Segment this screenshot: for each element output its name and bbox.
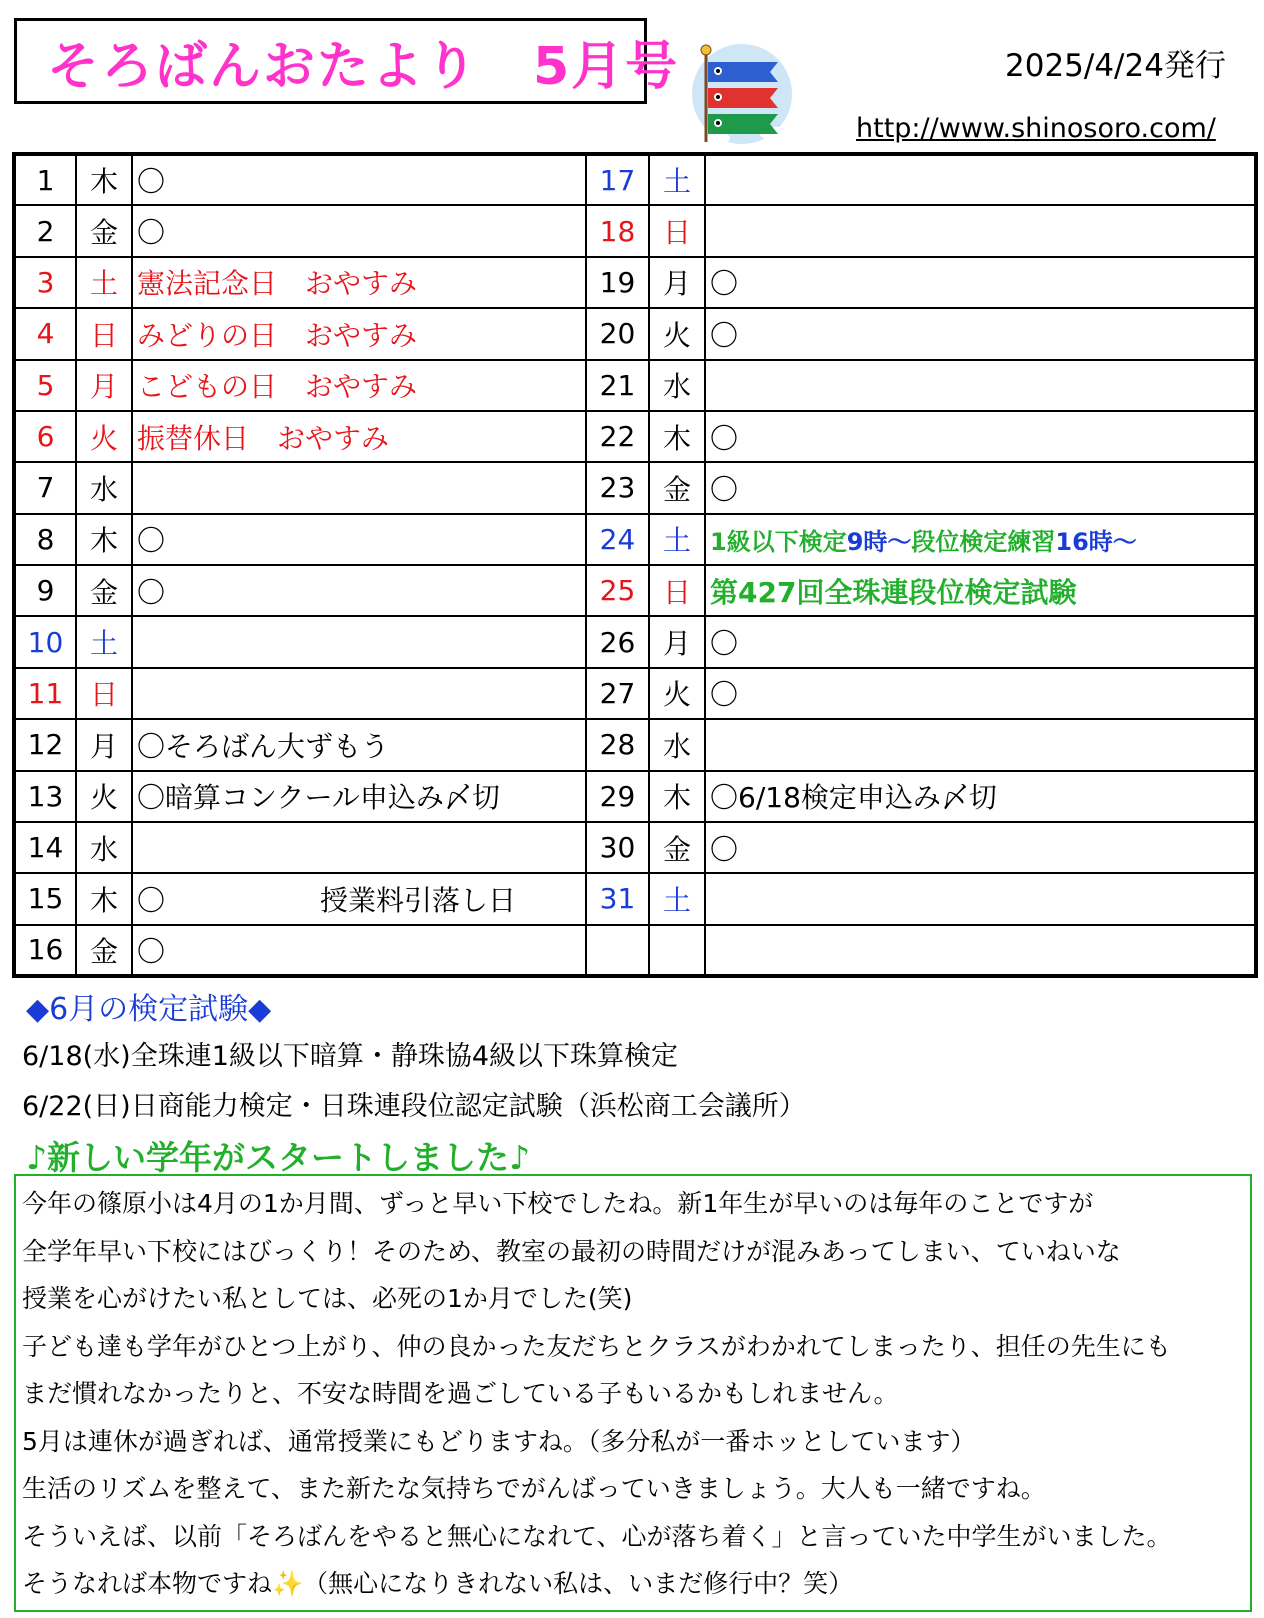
- day-number: 30: [586, 822, 649, 873]
- day-number: 31: [586, 873, 649, 924]
- day-of-week: 火: [649, 308, 705, 359]
- day-event: [132, 565, 586, 616]
- day-of-week: 土: [649, 154, 705, 205]
- message-line: そうなれば本物ですね✨（無心になりきれない私は、いまだ修行中？笑）: [22, 1569, 854, 1598]
- day-number: 21: [586, 360, 649, 411]
- day-event: [705, 154, 1256, 205]
- day-number: 15: [14, 873, 76, 924]
- day-event: [132, 360, 586, 411]
- day-event: [132, 514, 586, 565]
- website-link[interactable]: http://www.shinosoro.com/: [856, 113, 1216, 144]
- day-number: 7: [14, 462, 76, 513]
- day-of-week: [649, 925, 705, 976]
- day-number: 18: [586, 205, 649, 256]
- day-event: [705, 462, 1256, 513]
- day-number: 23: [586, 462, 649, 513]
- day-of-week: 火: [649, 668, 705, 719]
- event-text: 〇: [137, 216, 166, 250]
- day-of-week: 木: [649, 771, 705, 822]
- calendar-row: [14, 205, 1256, 256]
- day-event: [132, 668, 586, 719]
- day-number: 16: [14, 925, 76, 976]
- event-text: 〇: [137, 165, 166, 199]
- day-of-week: 金: [649, 822, 705, 873]
- event-note: 授業料引落し日: [319, 883, 516, 917]
- calendar-row: [14, 411, 1256, 462]
- day-of-week: 土: [649, 873, 705, 924]
- day-number: 14: [14, 822, 76, 873]
- event-text: 〇: [137, 524, 166, 558]
- event-text: 〇: [710, 627, 739, 661]
- issue-date: 2025/4/24発行: [1005, 48, 1226, 84]
- event-text: 16時～: [1055, 527, 1137, 556]
- day-event: [705, 616, 1256, 667]
- day-of-week: 火: [76, 411, 132, 462]
- day-event: [132, 205, 586, 256]
- day-event: [132, 462, 586, 513]
- calendar-row: [14, 154, 1256, 205]
- day-number: 19: [586, 257, 649, 308]
- calendar-row: [14, 462, 1256, 513]
- day-number: 22: [586, 411, 649, 462]
- day-number: 2: [14, 205, 76, 256]
- day-of-week: 木: [76, 873, 132, 924]
- event-text: こどもの日 おやすみ: [137, 370, 418, 404]
- day-event: [705, 257, 1256, 308]
- day-of-week: 火: [76, 771, 132, 822]
- event-text: 〇: [710, 832, 739, 866]
- event-text: 〇: [710, 678, 739, 712]
- calendar-row: [14, 360, 1256, 411]
- day-of-week: 木: [76, 514, 132, 565]
- day-event: [705, 205, 1256, 256]
- calendar-row: [14, 565, 1256, 616]
- day-of-week: 木: [649, 411, 705, 462]
- calendar-row: [14, 668, 1256, 719]
- day-of-week: 日: [76, 308, 132, 359]
- message-heading: ♪新しい学年がスタートしました♪: [26, 1138, 531, 1177]
- calendar-row: [14, 719, 1256, 770]
- day-number: 3: [14, 257, 76, 308]
- calendar-row: [14, 925, 1256, 976]
- calendar-row: [14, 308, 1256, 359]
- day-event: [132, 925, 586, 976]
- day-of-week: 金: [649, 462, 705, 513]
- day-of-week: 月: [649, 616, 705, 667]
- day-of-week: 金: [76, 925, 132, 976]
- message-line: 授業を心がけたい私としては、必死の1か月でした(笑): [22, 1284, 633, 1313]
- day-number: 8: [14, 514, 76, 565]
- day-number: 9: [14, 565, 76, 616]
- day-event: [705, 411, 1256, 462]
- day-number: 25: [586, 565, 649, 616]
- day-event: [132, 411, 586, 462]
- day-of-week: 金: [76, 205, 132, 256]
- day-event: [132, 719, 586, 770]
- title-box: [14, 18, 680, 104]
- day-event: [132, 616, 586, 667]
- day-of-week: 水: [76, 822, 132, 873]
- day-of-week: 水: [649, 719, 705, 770]
- day-event: [705, 668, 1256, 719]
- day-event: [705, 771, 1256, 822]
- day-of-week: 土: [649, 514, 705, 565]
- day-of-week: 日: [649, 565, 705, 616]
- day-event: [132, 154, 586, 205]
- day-number: 27: [586, 668, 649, 719]
- day-event: [705, 822, 1256, 873]
- event-text: 〇6/18検定申込み〆切: [710, 781, 997, 815]
- day-number: 1: [14, 154, 76, 205]
- day-number: 5: [14, 360, 76, 411]
- day-event: [705, 873, 1256, 924]
- message-line: そういえば、以前「そろばんをやると無心になれて、心が落ち着く」と言っていた中学生がいました。: [22, 1521, 1172, 1551]
- day-of-week: 日: [76, 668, 132, 719]
- day-of-week: 月: [649, 257, 705, 308]
- day-of-week: 月: [76, 360, 132, 411]
- message-line: まだ慣れなかったりと、不安な時間を過ごしている子もいるかもしれません。: [22, 1379, 899, 1408]
- day-event: [705, 925, 1256, 976]
- day-event: [705, 719, 1256, 770]
- day-number: 12: [14, 719, 76, 770]
- calendar-row: [14, 616, 1256, 667]
- day-of-week: 日: [649, 205, 705, 256]
- event-text: 〇そろばん大ずもう: [137, 729, 390, 763]
- message-line: 5月は連休が過ぎれば、通常授業にもどりますね。（多分私が一番ホッとしています）: [22, 1426, 976, 1456]
- event-text: 〇: [710, 267, 739, 301]
- day-event: [705, 308, 1256, 359]
- day-number: [586, 925, 649, 976]
- event-text: 〇: [137, 883, 166, 917]
- day-number: 17: [586, 154, 649, 205]
- calendar-row: [14, 257, 1256, 308]
- june-exam-line: 6/18(水)全珠連1級以下暗算・静珠協4級以下珠算検定: [22, 1041, 679, 1072]
- message-line: 子ども達も学年がひとつ上がり、仲の良かった友だちとクラスがわかれてしまったり、担任の先生にも: [22, 1331, 1171, 1361]
- day-number: 13: [14, 771, 76, 822]
- day-of-week: 月: [76, 719, 132, 770]
- day-number: 10: [14, 616, 76, 667]
- june-exams-heading: ◆6月の検定試験◆: [26, 992, 272, 1027]
- event-text: 第427回全珠連段位検定試験: [710, 575, 1077, 609]
- day-number: 20: [586, 308, 649, 359]
- event-text: 〇暗算コンクール申込み〆切: [137, 781, 500, 815]
- day-of-week: 金: [76, 565, 132, 616]
- calendar-row: [14, 822, 1256, 873]
- event-text: 〇: [710, 421, 739, 455]
- day-of-week: 木: [76, 154, 132, 205]
- day-number: 29: [586, 771, 649, 822]
- day-event: [132, 822, 586, 873]
- day-number: 11: [14, 668, 76, 719]
- day-event: [132, 873, 586, 924]
- day-of-week: 水: [649, 360, 705, 411]
- day-number: 28: [586, 719, 649, 770]
- day-event: [705, 360, 1256, 411]
- page-title: そろばんおたより 5月号: [47, 36, 680, 97]
- day-of-week: 土: [76, 257, 132, 308]
- event-text: 1級以下検定: [710, 527, 847, 556]
- event-text: みどりの日 おやすみ: [137, 318, 418, 352]
- event-text: 〇: [137, 934, 166, 968]
- event-text: 9時～: [846, 527, 912, 556]
- day-event: [705, 565, 1256, 616]
- day-number: 26: [586, 616, 649, 667]
- day-event: [132, 771, 586, 822]
- calendar-table: [12, 152, 1258, 978]
- event-text: 〇: [710, 472, 739, 506]
- message-box: [14, 1174, 1252, 1612]
- day-event: [705, 514, 1256, 565]
- day-of-week: 土: [76, 616, 132, 667]
- event-text: 〇: [137, 575, 166, 609]
- message-line: 生活のリズムを整えて、また新たな気持ちでがんばっていきましょう。大人も一緒ですね。: [22, 1474, 1046, 1503]
- calendar-row: [14, 771, 1256, 822]
- day-number: 24: [586, 514, 649, 565]
- day-event: [132, 257, 586, 308]
- event-text: 憲法記念日 おやすみ: [137, 267, 418, 301]
- day-of-week: 水: [76, 462, 132, 513]
- calendar-row: [14, 873, 1256, 924]
- event-text: 〇: [710, 318, 739, 352]
- day-number: 6: [14, 411, 76, 462]
- calendar-row: [14, 514, 1256, 565]
- event-text: 段位検定練習: [911, 527, 1056, 556]
- june-exam-line: 6/22(日)日商能力検定・日珠連段位認定試験（浜松商工会議所）: [22, 1091, 806, 1122]
- day-event: [132, 308, 586, 359]
- event-text: 振替休日 おやすみ: [137, 421, 390, 455]
- koinobori-icon: [678, 42, 796, 146]
- day-number: 4: [14, 308, 76, 359]
- message-line: 全学年早い下校にはびっくり！そのため、教室の最初の時間だけが混みあってしまい、ていねいな: [22, 1236, 1121, 1266]
- message-line: 今年の篠原小は4月の1か月間、ずっと早い下校でしたね。新1年生が早いのは毎年のことですが: [22, 1189, 1094, 1218]
